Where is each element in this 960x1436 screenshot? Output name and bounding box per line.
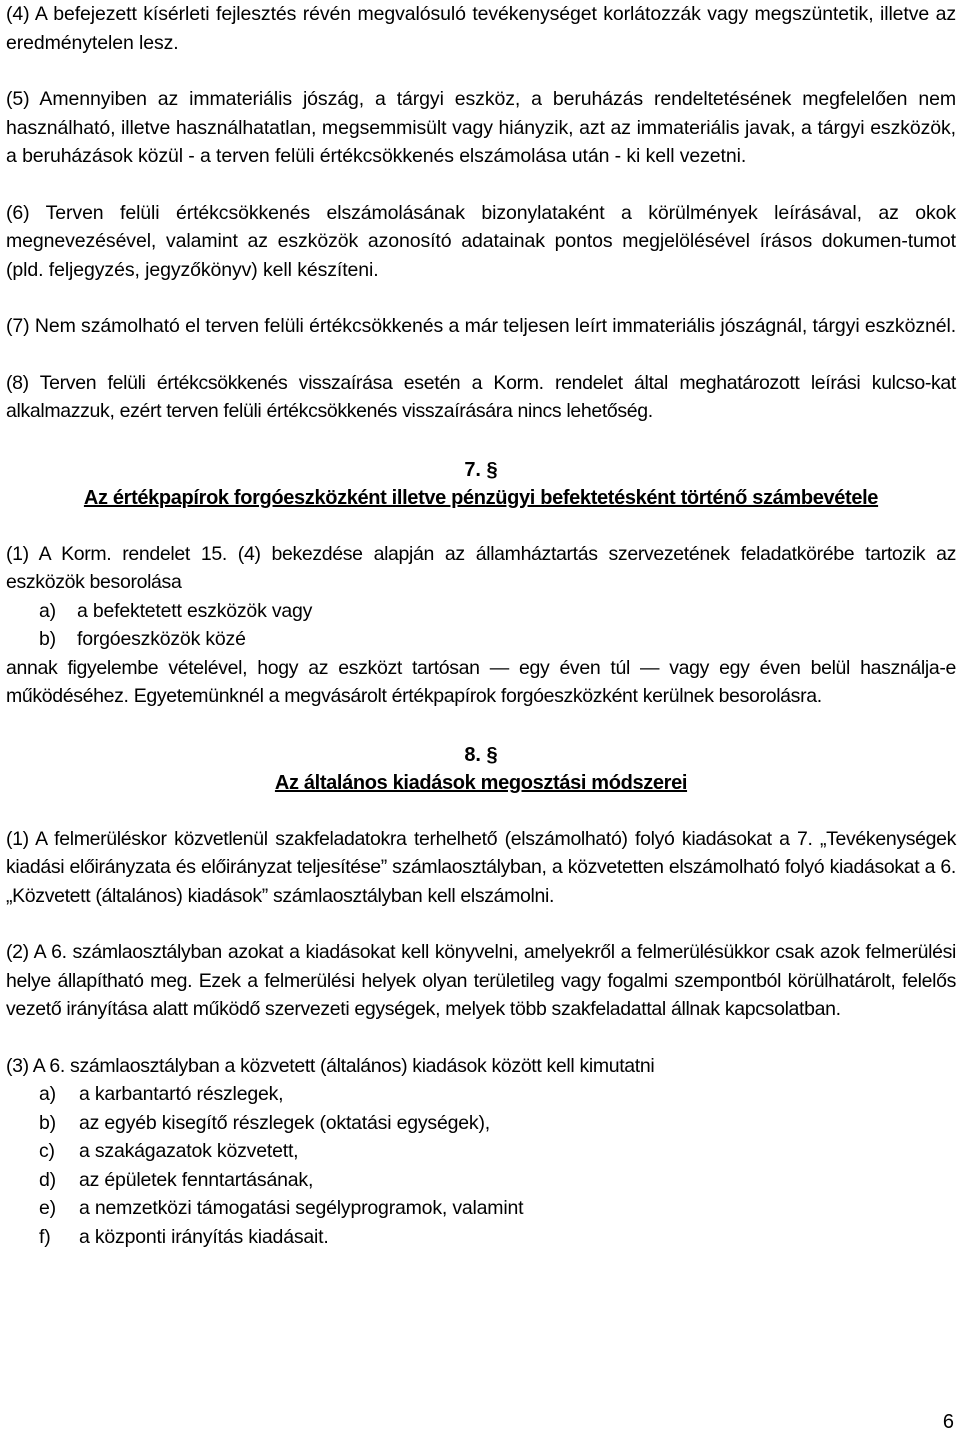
paragraph-8: (8) Terven felüli értékcsökkenés visszaírása esetén a Korm. rendelet által meghatározott leírási kulcso-kat alkalmazzuk, ezért terven felüli értékcsökkenés visszaírására nincs lehetőség.	[6, 371, 956, 422]
paragraph-7: (7) Nem számolható el terven felüli értékcsökkenés a már teljesen leírt immateriális jószágnál, tárgyi eszköznél.	[6, 315, 957, 337]
section-7-list	[6, 597, 956, 654]
section-8-number: 8. §	[464, 743, 498, 766]
section-8-list	[6, 1080, 956, 1251]
list-item	[6, 597, 956, 626]
list-item	[6, 1109, 956, 1138]
page-number: 6	[942, 1411, 954, 1433]
list-item-marker: d)	[39, 1168, 56, 1191]
list-item-marker: e)	[39, 1197, 56, 1219]
document-page	[6, 0, 956, 1251]
list-item-marker: c)	[39, 1140, 55, 1162]
list-item	[6, 1080, 956, 1109]
list-item-marker: a)	[39, 599, 56, 622]
section-7-title: Az értékpapírok forgóeszközként illetve pénzügyi befektetésként történő számbevétele	[83, 486, 879, 509]
section-8-heading	[6, 741, 956, 797]
list-item-text: az épületek fenntartásának,	[79, 1168, 314, 1191]
list-item	[6, 1137, 956, 1166]
section-7-heading	[6, 456, 956, 512]
list-item-text: a befektetett eszközök vagy	[77, 599, 313, 622]
list-item-text: a központi irányítás kiadásait.	[79, 1225, 329, 1248]
paragraph-6: (6) Terven felüli értékcsökkenés elszámolásának bizonylataként a körülmények leírásával, az okok megnevezésével, valamint az eszközök azonosító adatainak pontos megjelölésével írásos dokumen-tumot (pld. feljegyzés, jegyzőkönyv) kell készíteni.	[6, 201, 956, 281]
list-item-marker: f)	[39, 1225, 51, 1248]
list-item-text: a karbantartó részlegek,	[79, 1083, 284, 1105]
list-item-text: forgóeszközök közé	[77, 628, 246, 650]
list-item-text: az egyéb kisegítő részlegek (oktatási egységek),	[79, 1111, 490, 1134]
section-8-paragraph-3-intro: (3) A 6. számlaosztályban a közvetett (általános) kiadások között kell kimutatni	[6, 1054, 655, 1077]
list-item	[6, 1166, 956, 1195]
section-7-intro: (1) A Korm. rendelet 15. (4) bekezdése alapján az államháztartás szervezetének feladatkörébe tartozik az eszközök besorolása	[6, 542, 956, 593]
paragraph-4: (4) A befejezett kísérleti fejlesztés révén megvalósuló tevékenységet korlátozzák vagy megszüntetik, illetve az eredménytelen lesz.	[6, 3, 956, 54]
list-item-marker: b)	[39, 628, 56, 650]
list-item	[6, 1223, 956, 1252]
section-7-number: 7. §	[464, 458, 498, 481]
list-item-marker: b)	[39, 1111, 56, 1134]
list-item	[6, 625, 956, 654]
list-item	[6, 1194, 956, 1223]
section-7-closing: annak figyelembe vételével, hogy az eszközt tartósan — egy éven túl — vagy egy éven belül használja-e működéséhez. Egyetemünknél a megvásárolt értékpapírok forgóeszközként kerülnek besorolásra.	[6, 656, 956, 707]
list-item-text: a nemzetközi támogatási segélyprogramok, valamint	[79, 1197, 524, 1219]
section-8-paragraph-2: (2) A 6. számlaosztályban azokat a kiadásokat kell könyvelni, amelyekről a felmerülésükkor csak azok felmerülési helye állapítható meg. Ezek a felmerülési helyek olyan területileg vagy fogalmi szempontból körülhatárolt, felelős vezető irányítása alatt működő szervezeti egységek, melyek több szakfeladattal állnak kapcsolatban.	[6, 941, 956, 1020]
section-8-title: Az általános kiadások megosztási módszerei	[274, 771, 688, 794]
list-item-marker: a)	[39, 1083, 56, 1105]
section-8-paragraph-1: (1) A felmerüléskor közvetlenül szakfeladatokra terhelhető (elszámolható) folyó kiadásokat a 7. „Tevékenységek kiadási előirányzata és előirányzat teljesítése” számlaosztályban, a közvetetten elszámolható folyó kiadásokat a 6. „Közvetett (általános) kiadások” számlaosztályban kell elszámolni.	[6, 827, 956, 907]
paragraph-5: (5) Amennyiben az immateriális jószág, a tárgyi eszköz, a beruházás rendeltetésének megfelelően nem használható, illetve használhatatlan, megsemmisült vagy hiányzik, azt az immateriális javak, a tárgyi eszközök, a beruházások közül - a terven felüli értékcsökkenés elszámolása után - ki kell vezetni.	[6, 88, 956, 167]
list-item-text: a szakágazatok közvetett,	[79, 1140, 299, 1162]
